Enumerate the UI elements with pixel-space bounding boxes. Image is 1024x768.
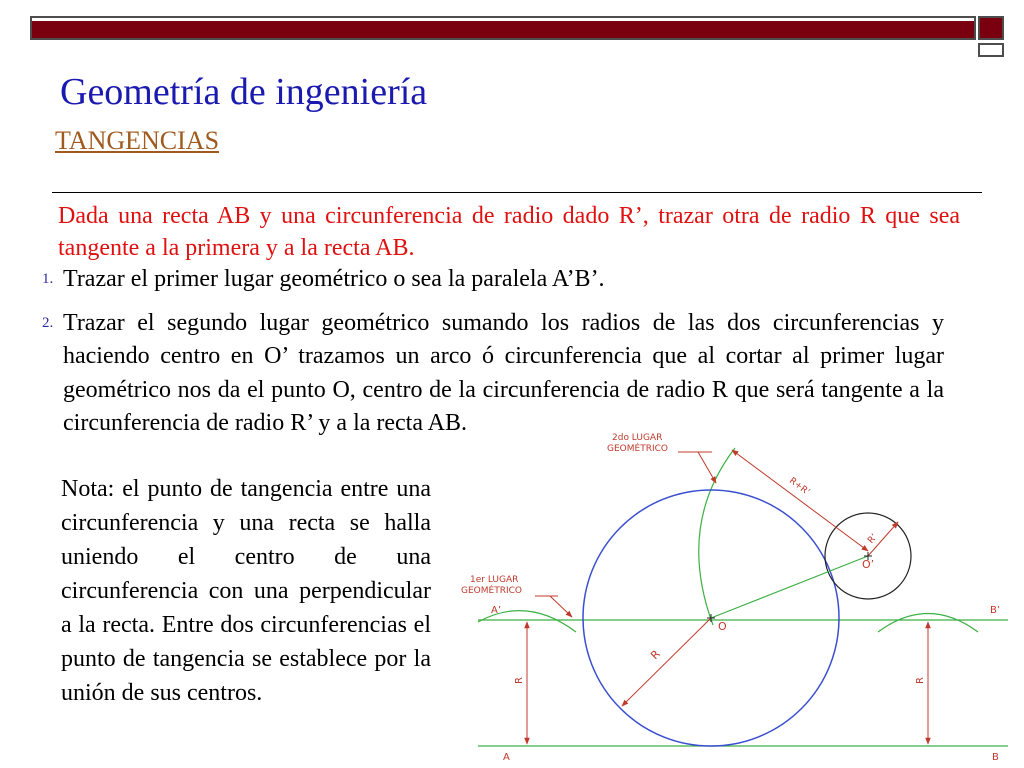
arc-second-locus bbox=[699, 448, 735, 625]
label-lugar1-line2: GEOMÉTRICO bbox=[461, 586, 522, 596]
label-b: B bbox=[992, 752, 999, 763]
step-number: 1. bbox=[42, 271, 54, 287]
label-right-distance: R bbox=[915, 677, 926, 684]
step-text: Trazar el segundo lugar geométrico sumando los radios de las dos circunferencias y haciendo centro en O’ trazamos un arco ó circunferencia que al cortar al primer lugar geométrico nos da el punto O, centro de la circunferencia de radio R que será tangente a la circunferencia de radio R’ y a la recta AB. bbox=[63, 309, 944, 436]
label-a-prime: A’ bbox=[491, 605, 502, 616]
radius-sum bbox=[732, 450, 868, 551]
leader-lugar2-diag bbox=[698, 452, 716, 483]
slide-title: Geometría de ingeniería bbox=[60, 71, 428, 113]
label-sum-radius: R+R’ bbox=[787, 475, 812, 498]
step-text: Trazar el primer lugar geométrico o sea la paralela A’B’. bbox=[63, 266, 605, 292]
label-a: A bbox=[503, 752, 510, 763]
problem-statement: Dada una recta AB y una circunferencia de radio dado R’, trazar otra de radio R que sea tangente a la primera y a la recta AB. bbox=[58, 203, 960, 261]
label-small-radius: R’ bbox=[866, 532, 880, 546]
slide-subtitle: TANGENCIAS bbox=[55, 126, 220, 155]
label-lugar2-line1: 2do LUGAR bbox=[612, 433, 663, 443]
label-big-center: O bbox=[718, 620, 727, 633]
radius-r bbox=[622, 618, 711, 706]
label-lugar1-line1: 1er LUGAR bbox=[470, 575, 519, 585]
leader-lugar1-diag bbox=[550, 596, 572, 617]
label-b-prime: B’ bbox=[990, 605, 1001, 616]
label-small-center: O’ bbox=[862, 558, 875, 571]
label-big-radius: R bbox=[648, 647, 663, 663]
line-o-o-prime bbox=[711, 556, 868, 618]
label-lugar2-line2: GEOMÉTRICO bbox=[607, 444, 668, 454]
step-number: 2. bbox=[42, 314, 54, 331]
note-text: Nota: el punto de tangencia entre una circunferencia y una recta se halla uniendo el centro de una circunferencia con una perpendicular a la recta. Entre dos circunferencias el punto de tangencia se establece por la unión de sus centros. bbox=[61, 476, 431, 706]
label-left-distance: R bbox=[514, 677, 525, 684]
